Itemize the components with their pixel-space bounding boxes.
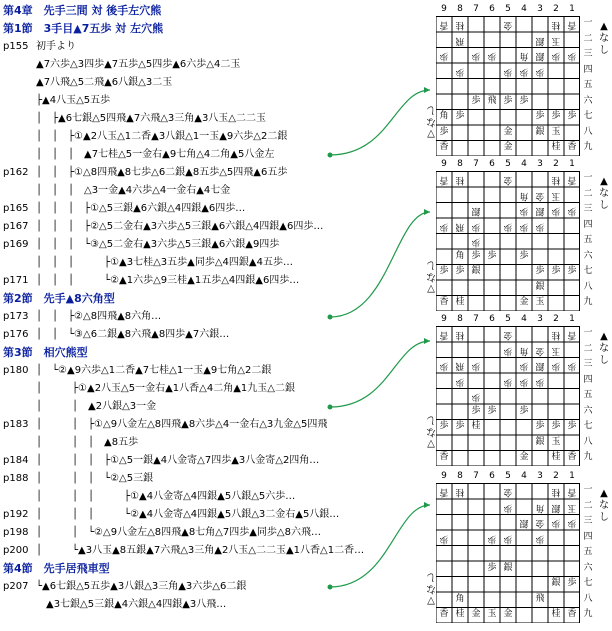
move-text: 第4節 先手居飛車型: [3, 562, 110, 575]
move-text: ├▲4八玉△5五歩: [36, 95, 111, 106]
move-text: │ │ │ └③△5二金右▲3六歩△5三銀▲6六銀▲9四歩: [36, 239, 280, 250]
file-label: 8: [457, 4, 463, 14]
page-ref: p207: [3, 581, 29, 592]
rank-label: 三: [583, 204, 593, 214]
gote-piece: 角: [519, 345, 529, 355]
sente-piece: 歩: [455, 421, 465, 431]
gote-piece: 銀: [519, 517, 529, 528]
sente-piece: 歩: [519, 405, 529, 416]
page-ref: p184: [3, 455, 29, 466]
gote-piece: 歩: [503, 66, 513, 76]
move-text: └▲6七銀△5五歩▲3八銀△3三角▲3六歩△6二銀: [36, 581, 247, 592]
sente-piece: 歩: [471, 405, 481, 416]
rank-label: 三: [583, 359, 593, 369]
gote-piece: 桂: [455, 486, 465, 497]
sente-piece: 歩: [551, 111, 561, 121]
gote-piece: 金: [535, 190, 545, 200]
sente-piece: 歩: [503, 95, 513, 106]
sente-piece: 角: [455, 250, 465, 261]
file-label: 5: [505, 159, 511, 169]
sente-piece: 歩: [455, 266, 465, 276]
gote-piece: 歩: [471, 50, 481, 61]
gote-piece: 歩: [551, 517, 561, 528]
sente-piece: 銀: [535, 436, 545, 447]
sente-piece: 歩: [439, 126, 449, 137]
page-ref: p173: [3, 311, 29, 322]
move-text: │ │ │ ├①△5一銀▲4八金寄△7四歩▲3八金寄△2四角…: [36, 455, 320, 466]
gote-piece: 角: [519, 50, 529, 61]
sente-piece: 歩: [535, 111, 545, 121]
rank-label: 五: [583, 390, 593, 400]
page-ref: p162: [3, 167, 29, 178]
move-text: │ │ │ ├②△5二金右▲3六歩△5三銀▲6六銀△4四銀▲6四歩…: [36, 221, 324, 232]
gote-piece: 歩: [471, 391, 481, 402]
sente-piece: 香: [567, 452, 577, 462]
rank-label: 一: [583, 328, 593, 338]
gote-piece: 飛: [455, 360, 465, 371]
rank-label: 四: [583, 531, 593, 542]
move-text: │ │ ├①▲2八玉△1二香▲3八銀△1一玉▲9六歩△2二銀: [36, 131, 288, 142]
gote-piece: 歩: [503, 345, 513, 355]
rank-label: 六: [583, 405, 593, 416]
gote-piece: 歩: [471, 221, 481, 231]
gote-piece: 香: [439, 174, 449, 185]
rank-label: 四: [583, 219, 593, 230]
sente-piece: 銀: [471, 266, 481, 276]
rank-label: 六: [583, 250, 593, 261]
move-text: │ └②▲9六歩△1二香▲7七桂△1一玉▲9七角△2二銀: [36, 365, 272, 376]
rank-label: 六: [583, 95, 593, 106]
sente-piece: 桂: [551, 609, 561, 619]
gote-piece: 歩: [439, 360, 449, 371]
gote-piece: 歩: [455, 66, 465, 76]
gote-piece: 歩: [487, 50, 497, 61]
move-text: │ │ ├①△8四飛▲8七歩△6二銀▲8五歩△5四飛▲6五歩: [36, 167, 288, 178]
gote-piece: 歩: [439, 50, 449, 61]
sente-piece: 歩: [567, 266, 577, 276]
file-label: 3: [537, 159, 543, 169]
gote-piece: 歩: [535, 533, 545, 543]
connector-dot: [328, 405, 333, 410]
file-label: 2: [553, 159, 559, 169]
gote-piece: 桂: [551, 19, 561, 30]
rank-label: 二: [583, 33, 593, 44]
page-ref: p176: [3, 329, 29, 340]
gote-piece: 金: [535, 345, 545, 355]
sente-piece: 飛: [535, 593, 545, 604]
shogi-board: [405, 158, 612, 313]
file-label: 6: [489, 159, 495, 169]
sente-piece: 桂: [471, 421, 481, 431]
move-text: 第4章 先手三間 対 後手左穴熊: [3, 4, 162, 17]
sente-piece: 歩: [535, 266, 545, 276]
gote-piece: 玉: [551, 190, 561, 200]
sente-piece: 玉: [487, 609, 497, 619]
sente-piece: 香: [439, 142, 449, 152]
gote-piece: 歩: [535, 376, 545, 386]
gote-piece: 歩: [535, 221, 545, 231]
sente-piece: 歩: [439, 421, 449, 431]
rank-label: 八: [583, 126, 593, 137]
gote-hand: ▽なし: [426, 414, 436, 449]
gote-piece: 玉: [567, 502, 577, 512]
file-label: 9: [441, 4, 447, 14]
gote-piece: 金: [535, 517, 545, 528]
move-text: │ │ │ ▲8五歩: [36, 437, 139, 448]
sente-piece: 歩: [567, 111, 577, 121]
sente-piece: 香: [439, 452, 449, 462]
gote-piece: 銀: [471, 205, 481, 216]
move-text: ▲3七銀△5三銀▲4六銀△4四銀▲3八飛…: [36, 599, 227, 610]
rank-label: 九: [583, 609, 593, 619]
page-ref: p198: [3, 527, 29, 538]
rank-label: 二: [583, 343, 593, 354]
move-text: │ │ │ ├①△5三銀▲6六銀△4四銀▲6四歩…: [36, 203, 246, 214]
sente-piece: 銀: [503, 562, 513, 573]
gote-piece: 歩: [471, 360, 481, 371]
page-ref: p183: [3, 419, 29, 430]
sente-hand: ▲なし: [599, 488, 609, 523]
connector-dot: [328, 585, 333, 590]
file-label: 9: [441, 471, 447, 481]
rank-label: 二: [583, 500, 593, 511]
gote-piece: 桂: [551, 486, 561, 497]
sente-piece: 金: [503, 142, 513, 152]
gote-hand: ▽なし: [426, 571, 436, 606]
gote-hand: ▽なし: [426, 259, 436, 294]
file-label: 4: [521, 314, 527, 324]
sente-piece: 歩: [551, 266, 561, 276]
file-label: 3: [537, 471, 543, 481]
sente-piece: 香: [439, 609, 449, 619]
connector-dot: [328, 153, 333, 158]
sente-piece: 香: [567, 142, 577, 152]
sente-piece: 香: [567, 609, 577, 619]
sente-piece: 角: [439, 111, 449, 121]
shogi-board: [405, 470, 612, 625]
move-text: │ │ ├①△9八金左△8四飛▲8六歩△4一金右△3九金△5四飛: [36, 419, 328, 430]
gote-piece: 歩: [519, 360, 529, 371]
move-text: │ │ └③△6二銀▲8六飛▲8四歩▲7六銀…: [36, 329, 230, 340]
gote-piece: 金: [503, 19, 513, 30]
sente-piece: 飛: [487, 95, 497, 106]
move-text: │ │ └②△9八金左△8四飛▲8七角△7四歩▲同歩△8六飛…: [36, 527, 321, 538]
file-label: 6: [489, 4, 495, 14]
move-text: │ │ │ └②▲1六歩△9三桂▲1五歩△4四銀▲6四歩…: [36, 275, 300, 286]
sente-piece: 歩: [551, 421, 561, 431]
move-text: │ │ │ △3一金▲4六歩△4一金右▲4七金: [36, 185, 231, 196]
file-label: 7: [473, 314, 479, 324]
rank-label: 七: [583, 111, 593, 121]
rank-label: 四: [583, 64, 593, 75]
gote-piece: 銀: [535, 205, 545, 216]
page-ref: p165: [3, 203, 29, 214]
page-ref: p171: [3, 275, 29, 286]
gote-piece: 歩: [551, 360, 561, 371]
file-label: 1: [569, 159, 575, 169]
rank-label: 八: [583, 593, 593, 604]
sente-piece: 歩: [519, 250, 529, 261]
move-text: │ ├▲6七銀△5四飛▲7六飛△3三角▲3八玉△二二玉: [36, 113, 266, 124]
page-ref: p200: [3, 545, 29, 556]
gote-piece: 香: [567, 19, 577, 30]
gote-piece: 金: [503, 174, 513, 185]
file-label: 2: [553, 471, 559, 481]
gote-piece: 歩: [551, 50, 561, 61]
file-label: 4: [521, 159, 527, 169]
move-text: │ │ ├②△8四飛▲8六角…: [36, 311, 162, 322]
rank-label: 七: [583, 421, 593, 431]
gote-piece: 歩: [503, 502, 513, 512]
gote-piece: 玉: [551, 345, 561, 355]
file-label: 5: [505, 314, 511, 324]
move-text: │ │ │ └②△5三銀: [36, 473, 154, 484]
file-label: 3: [537, 314, 543, 324]
sente-piece: 歩: [487, 405, 497, 416]
rank-label: 三: [583, 516, 593, 526]
gote-piece: 歩: [567, 517, 577, 528]
gote-piece: 銀: [535, 50, 545, 61]
gote-piece: 香: [439, 329, 449, 340]
sente-piece: 歩: [487, 562, 497, 573]
gote-piece: 玉: [551, 35, 561, 45]
sente-piece: 歩: [439, 266, 449, 276]
gote-piece: 香: [567, 329, 577, 340]
sente-piece: 金: [519, 297, 529, 307]
move-text: │ │ │ ├①▲3七桂△3五歩▲同歩△4四銀▲4五歩…: [36, 257, 293, 268]
move-text: │ │ ▲2八銀△3一金: [36, 401, 157, 412]
gote-piece: 歩: [439, 533, 449, 543]
file-label: 5: [505, 471, 511, 481]
file-label: 7: [473, 4, 479, 14]
page-ref: p180: [3, 365, 29, 376]
gote-piece: 歩: [535, 66, 545, 76]
file-label: 4: [521, 4, 527, 14]
gote-piece: 歩: [503, 533, 513, 543]
sente-piece: 香: [439, 297, 449, 307]
gote-piece: 歩: [567, 50, 577, 61]
rank-label: 五: [583, 80, 593, 90]
sente-piece: 歩: [567, 578, 577, 588]
sente-piece: 玉: [551, 126, 561, 137]
gote-piece: 飛: [455, 221, 465, 231]
file-label: 7: [473, 471, 479, 481]
gote-piece: 桂: [455, 329, 465, 340]
connector-dot: [328, 315, 333, 320]
sente-piece: 銀: [535, 281, 545, 292]
gote-piece: 銀: [551, 502, 561, 512]
gote-piece: 香: [567, 174, 577, 185]
gote-piece: 歩: [455, 376, 465, 386]
sente-piece: 角: [455, 593, 465, 604]
gote-piece: 歩: [439, 221, 449, 231]
rank-label: 九: [583, 452, 593, 462]
sente-hand: ▲なし: [599, 21, 609, 56]
page-ref: p188: [3, 473, 29, 484]
gote-piece: 香: [567, 486, 577, 497]
sente-piece: 金: [503, 126, 513, 137]
sente-piece: 桂: [551, 142, 561, 152]
file-label: 5: [505, 4, 511, 14]
sente-piece: 玉: [535, 297, 545, 307]
rank-label: 八: [583, 436, 593, 447]
sente-piece: 金: [503, 609, 513, 619]
move-text: │ │ │ ├①▲4八金寄△4四銀▲5八銀△5六歩…: [36, 491, 296, 502]
sente-piece: 金: [471, 609, 481, 619]
file-label: 7: [473, 159, 479, 169]
page-ref: p192: [3, 509, 29, 520]
move-text: ▲7六歩△3四歩▲7五歩△5四歩▲6六歩△4二玉: [36, 59, 241, 70]
move-text: 初手より: [36, 41, 76, 52]
file-label: 2: [553, 314, 559, 324]
gote-piece: 金: [503, 486, 513, 497]
gote-piece: 歩: [503, 376, 513, 386]
gote-piece: 歩: [503, 221, 513, 231]
file-label: 8: [457, 314, 463, 324]
move-text: ▲7八飛△5二飛▲6八銀△3二玉: [36, 77, 173, 88]
move-text: │ │ │ ▲7七桂△5一金右▲9七角△4二角▲5八金左: [36, 149, 275, 160]
gote-piece: 桂: [551, 174, 561, 185]
shogi-board: [405, 3, 612, 158]
file-label: 6: [489, 314, 495, 324]
page-ref: p169: [3, 239, 29, 250]
rank-label: 一: [583, 173, 593, 183]
gote-piece: 歩: [519, 221, 529, 231]
rank-label: 六: [583, 562, 593, 573]
rank-label: 二: [583, 188, 593, 199]
rank-label: 四: [583, 374, 593, 385]
file-label: 2: [553, 4, 559, 14]
file-label: 3: [537, 4, 543, 14]
file-label: 9: [441, 159, 447, 169]
file-label: 1: [569, 4, 575, 14]
gote-piece: 金: [503, 329, 513, 340]
gote-piece: 歩: [567, 205, 577, 216]
move-text: │ │ │ └②▲4八金寄△4四銀▲5八銀△3二金右▲5八銀…: [36, 509, 340, 520]
gote-piece: 角: [535, 502, 545, 512]
rank-label: 五: [583, 547, 593, 557]
sente-piece: 銀: [551, 578, 561, 588]
gote-hand: ▽なし: [426, 104, 436, 139]
file-label: 8: [457, 471, 463, 481]
file-label: 8: [457, 159, 463, 169]
file-label: 1: [569, 314, 575, 324]
sente-piece: 歩: [567, 421, 577, 431]
move-text: 第1節 3手目▲7五歩 対 左穴熊: [3, 22, 164, 35]
sente-hand: ▲なし: [599, 331, 609, 366]
sente-piece: 歩: [535, 421, 545, 431]
sente-piece: 銀: [535, 126, 545, 137]
gote-piece: 桂: [455, 174, 465, 185]
file-label: 1: [569, 471, 575, 481]
page-ref: p167: [3, 221, 29, 232]
shogi-board: [405, 313, 612, 468]
sente-hand: ▲なし: [599, 176, 609, 211]
sente-piece: 桂: [551, 452, 561, 462]
gote-piece: 香: [439, 486, 449, 497]
gote-piece: 歩: [567, 360, 577, 371]
gote-piece: 歩: [519, 205, 529, 216]
sente-piece: 玉: [551, 436, 561, 447]
gote-piece: 角: [519, 190, 529, 200]
gote-piece: 飛: [455, 35, 465, 45]
gote-piece: 香: [439, 19, 449, 30]
rank-label: 三: [583, 49, 593, 59]
move-text: 第2節 先手▲8六角型: [3, 292, 115, 305]
file-label: 6: [489, 471, 495, 481]
move-text: │ ├①▲2八玉△5一金右▲1八香△4二角▲1九玉△二銀: [36, 383, 295, 394]
gote-piece: 歩: [551, 205, 561, 216]
gote-piece: 歩: [471, 236, 481, 247]
rank-label: 九: [583, 142, 593, 152]
sente-piece: 歩: [471, 250, 481, 261]
gote-piece: 歩: [519, 376, 529, 386]
rank-label: 一: [583, 485, 593, 495]
sente-piece: 金: [519, 452, 529, 462]
rank-label: 七: [583, 578, 593, 588]
rank-label: 五: [583, 235, 593, 245]
gote-piece: 歩: [487, 533, 497, 543]
sente-piece: 桂: [455, 297, 465, 307]
gote-piece: 桂: [455, 19, 465, 30]
sente-piece: 桂: [455, 609, 465, 619]
gote-piece: 歩: [519, 66, 529, 76]
gote-piece: 銀: [535, 35, 545, 45]
sente-piece: 歩: [519, 95, 529, 106]
move-text: │ └▲3八玉▲8五銀▲7六飛△3三角▲2八玉△二二玉▲1八香△1二香…: [36, 545, 365, 556]
rank-label: 九: [583, 297, 593, 307]
rank-label: 一: [583, 18, 593, 28]
page-ref: p155: [3, 41, 29, 52]
rank-label: 七: [583, 266, 593, 276]
gote-piece: 銀: [535, 360, 545, 371]
sente-piece: 歩: [455, 111, 465, 121]
sente-piece: 歩: [471, 95, 481, 106]
sente-piece: 歩: [487, 250, 497, 261]
rank-label: 八: [583, 281, 593, 292]
move-text: 第3節 相穴熊型: [3, 346, 88, 359]
file-label: 9: [441, 314, 447, 324]
file-label: 4: [521, 471, 527, 481]
gote-piece: 桂: [551, 329, 561, 340]
